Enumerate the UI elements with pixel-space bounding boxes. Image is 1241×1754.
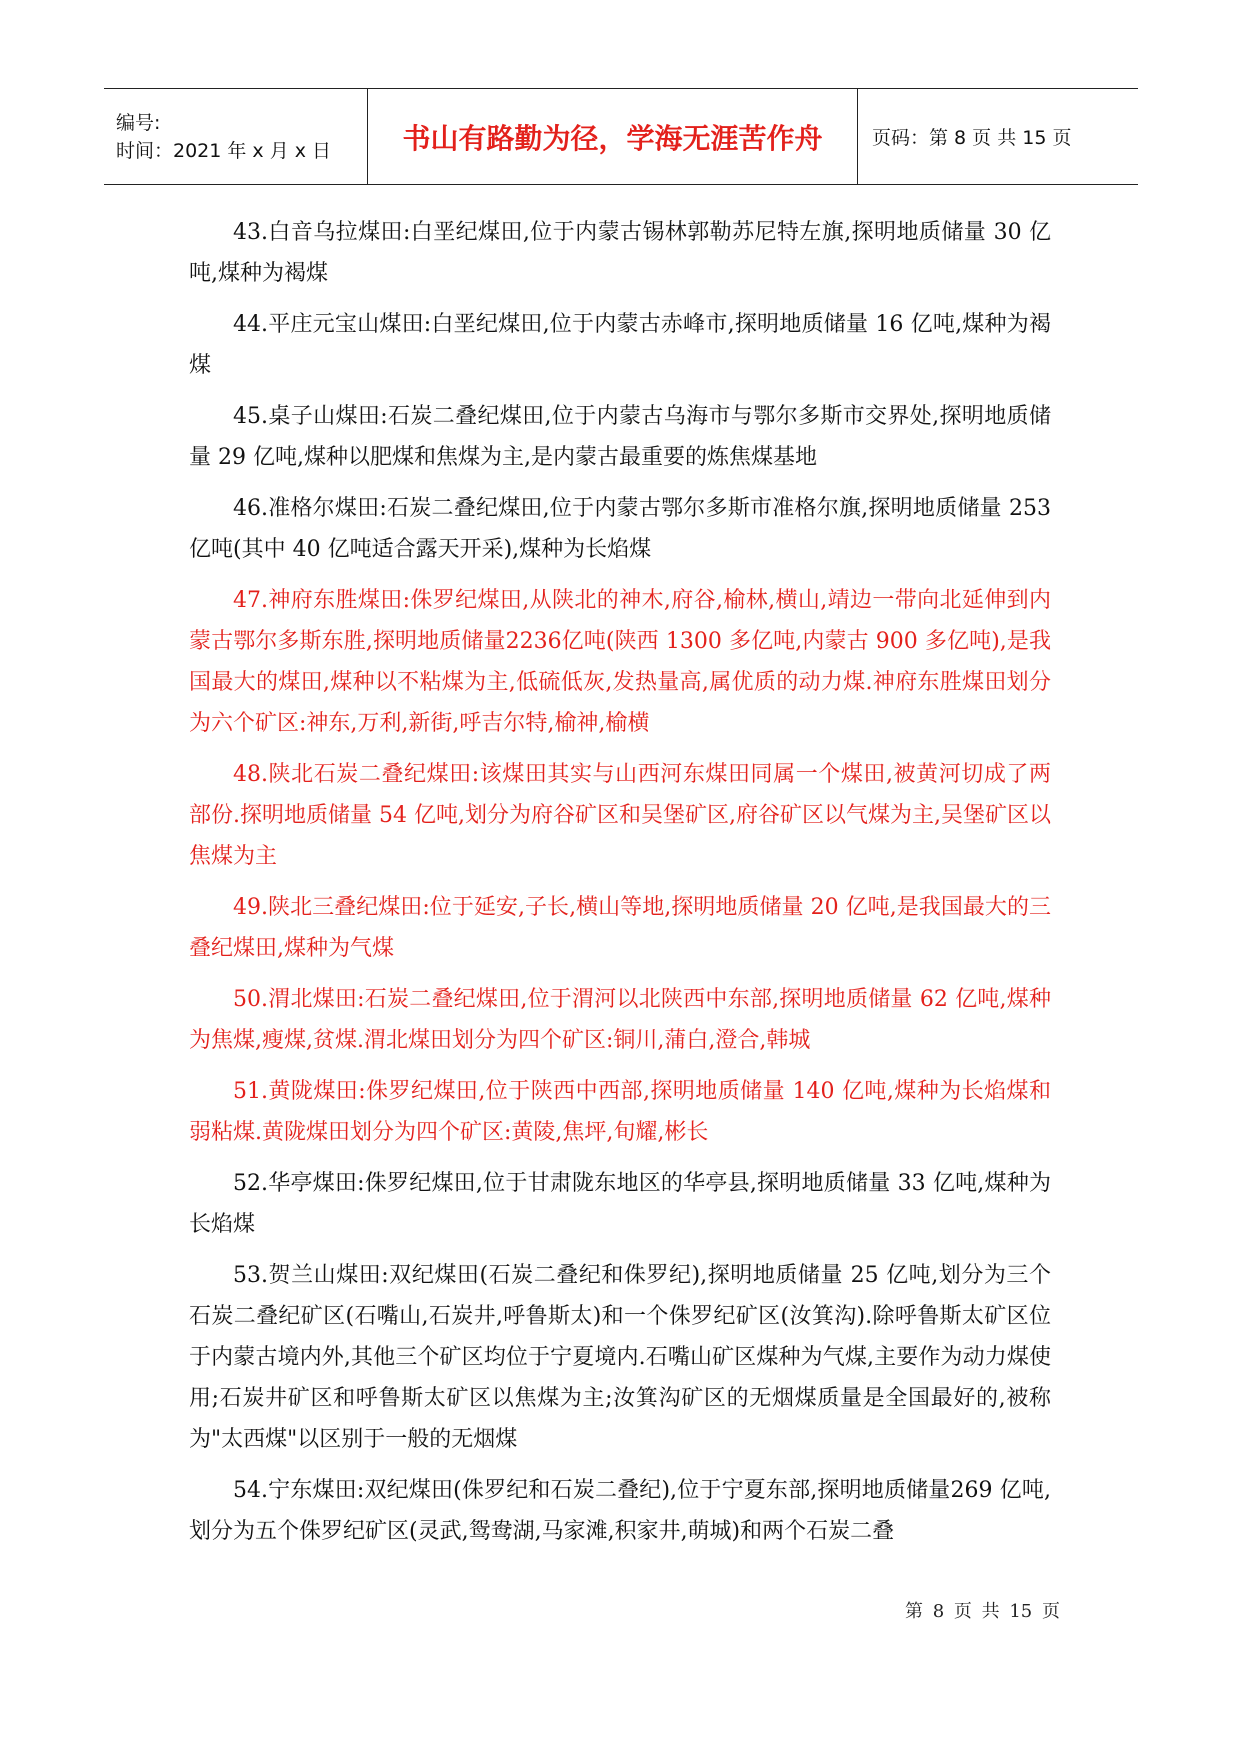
paragraph: 44.平庄元宝山煤田:白垩纪煤田,位于内蒙古赤峰市,探明地质储量 16 亿吨,煤种为褐煤 [189,312,1051,378]
document-body [189,212,1051,1562]
header-meta [104,89,368,184]
paragraph-highlighted: 48.陕北石炭二叠纪煤田:该煤田其实与山西河东煤田同属一个煤田,被黄河切成了两部份.探明地质储量 54 亿吨,划分为府谷矿区和吴堡矿区,府谷矿区以气煤为主,吴堡矿区以焦煤为主 [189,762,1051,869]
paragraph-highlighted: 47.神府东胜煤田:侏罗纪煤田,从陕北的神木,府谷,榆林,横山,靖边一带向北延伸到内蒙古鄂尔多斯东胜,探明地质储量2236亿吨(陕西 1300 多亿吨,内蒙古 900 多亿吨),是我国最大的煤田,煤种以不粘煤为主,低硫低灰,发热量高,属优质的动力煤.神府东胜煤田划分为六个矿区:神东,万利,新街,呼吉尔特,榆神,榆横 [189,588,1051,736]
time-label: 时间：2021 年 x 月 x 日 [116,139,332,162]
paragraph-highlighted: 51.黄陇煤田:侏罗纪煤田,位于陕西中西部,探明地质储量 140 亿吨,煤种为长焰煤和弱粘煤.黄陇煤田划分为四个矿区:黄陵,焦坪,旬耀,彬长 [189,1079,1051,1145]
paragraph: 45.桌子山煤田:石炭二叠纪煤田,位于内蒙古乌海市与鄂尔多斯市交界处,探明地质储量 29 亿吨,煤种以肥煤和焦煤为主,是内蒙古最重要的炼焦煤基地 [189,404,1051,470]
paragraph: 52.华亭煤田:侏罗纪煤田,位于甘肃陇东地区的华亭县,探明地质储量 33 亿吨,煤种为长焰煤 [189,1171,1051,1237]
number-label: 编号: [116,111,161,134]
paragraph: 43.白音乌拉煤田:白垩纪煤田,位于内蒙古锡林郭勒苏尼特左旗,探明地质储量 30 亿吨,煤种为褐煤 [189,220,1051,286]
page-header [104,88,1138,185]
header-page-number: 页码：第 8 页 共 15 页 [872,127,1072,149]
paragraph: 46.准格尔煤田:石炭二叠纪煤田,位于内蒙古鄂尔多斯市准格尔旗,探明地质储量 253 亿吨(其中 40 亿吨适合露天开采),煤种为长焰煤 [189,496,1051,562]
page-footer: 第 8 页 共 15 页 [905,1601,1060,1622]
paragraph-highlighted: 49.陕北三叠纪煤田:位于延安,子长,横山等地,探明地质储量 20 亿吨,是我国最大的三叠纪煤田,煤种为气煤 [189,895,1051,961]
paragraph-highlighted: 50.渭北煤田:石炭二叠纪煤田,位于渭河以北陕西中东部,探明地质储量 62 亿吨,煤种为焦煤,瘦煤,贫煤.渭北煤田划分为四个矿区:铜川,蒲白,澄合,韩城 [189,987,1051,1053]
header-motto: 书山有路勤为径，学海无涯苦作舟 [368,89,858,184]
paragraph: 53.贺兰山煤田:双纪煤田(石炭二叠纪和侏罗纪),探明地质储量 25 亿吨,划分为三个石炭二叠纪矿区(石嘴山,石炭井,呼鲁斯太)和一个侏罗纪矿区(汝箕沟).除呼鲁斯太矿区位于内蒙古境内外,其他三个矿区均位于宁夏境内.石嘴山矿区煤种为气煤,主要作为动力煤使用;石炭井矿区和呼鲁斯太矿区以焦煤为主;汝箕沟矿区的无烟煤质量是全国最好的,被称为"太西煤"以区别于一般的无烟煤 [189,1263,1051,1452]
paragraph: 54.宁东煤田:双纪煤田(侏罗纪和石炭二叠纪),位于宁夏东部,探明地质储量269 亿吨,划分为五个侏罗纪矿区(灵武,鸳鸯湖,马家滩,积家井,萌城)和两个石炭二叠 [189,1478,1051,1544]
